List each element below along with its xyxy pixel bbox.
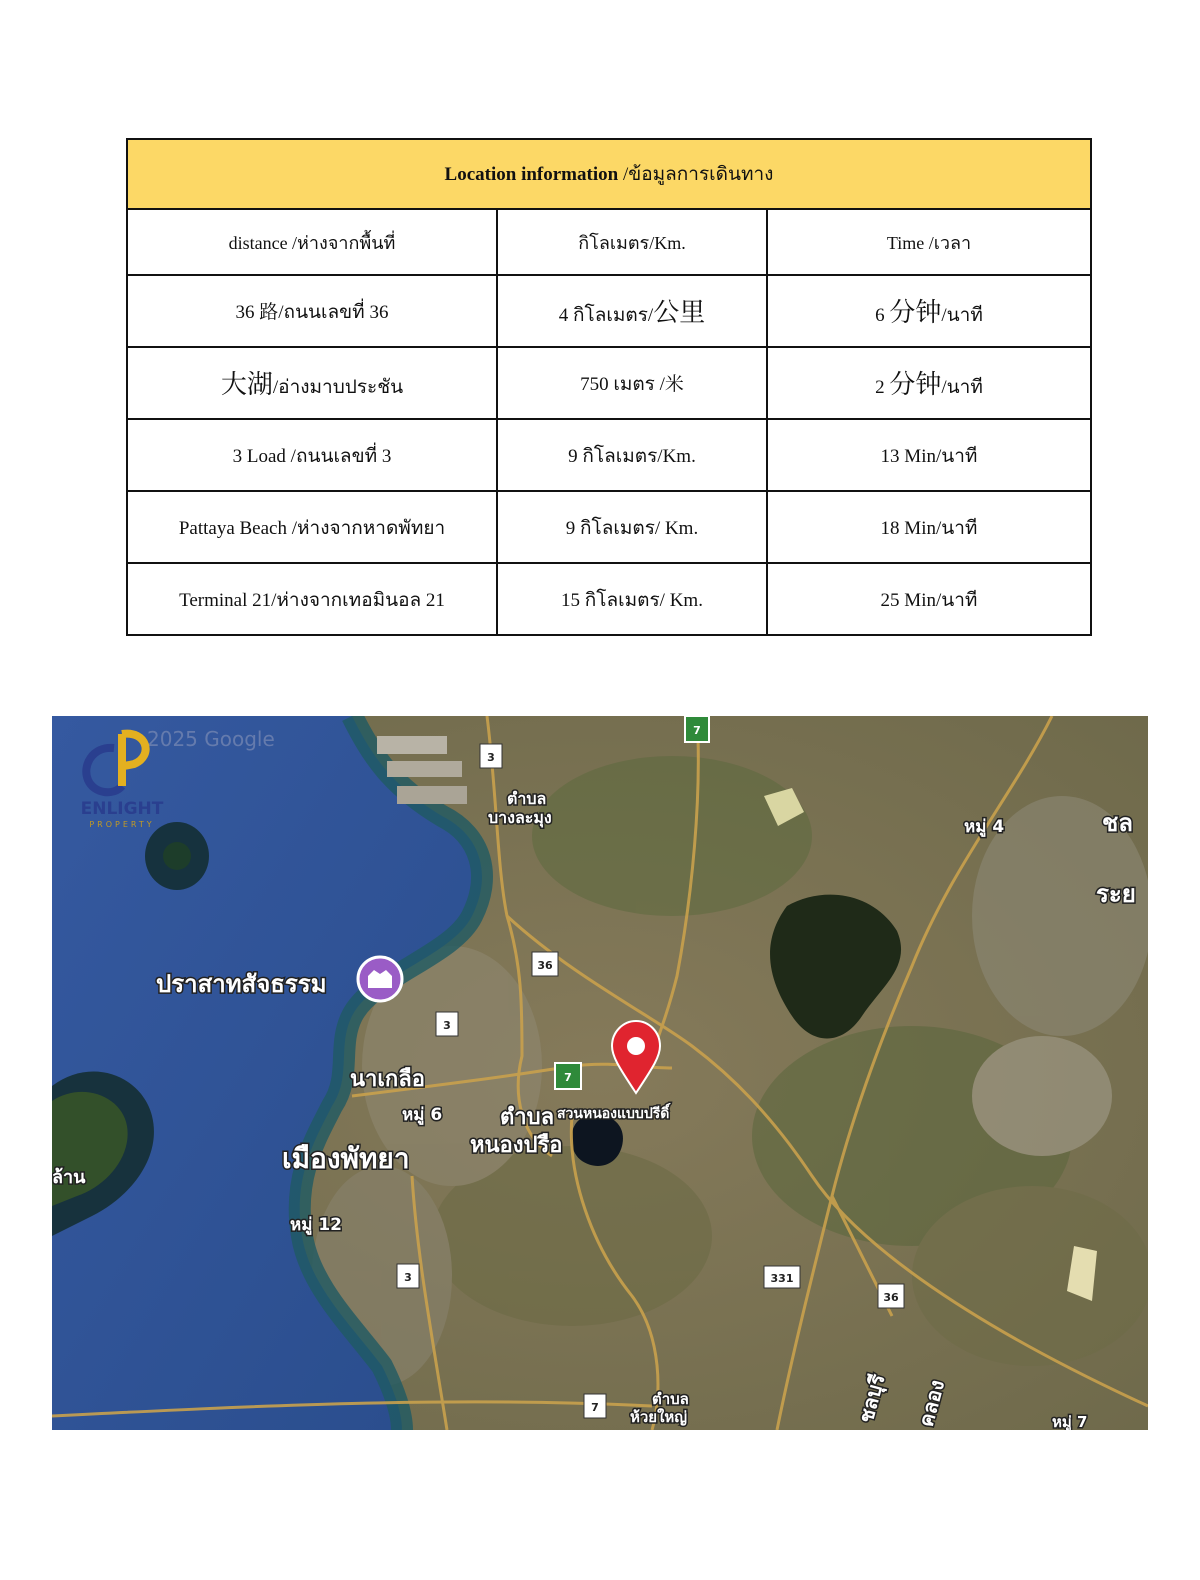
map-canvas <box>52 716 1148 1430</box>
row-distance: 9 กิโลเมตร/Km. <box>497 419 767 491</box>
label-tambon-bl: ตำบล <box>507 789 547 808</box>
svg-text:36: 36 <box>883 1291 899 1304</box>
svg-text:331: 331 <box>770 1272 794 1285</box>
svg-text:3: 3 <box>443 1019 451 1032</box>
label-tambon-hy: ตำบล <box>652 1390 689 1408</box>
svg-text:36: 36 <box>537 959 553 972</box>
row-time: 2 分钟/นาที <box>767 347 1091 419</box>
svg-text:7: 7 <box>591 1401 599 1414</box>
row-distance: 750 เมตร /米 <box>497 347 767 419</box>
label-pattaya: เมืองพัทยา <box>282 1142 410 1175</box>
label-naklua: นาเกลือ <box>350 1067 425 1092</box>
label-chonburi: ชลบุรี <box>853 1371 890 1426</box>
table-title-thai: /ข้อมูลการเดินทาง <box>618 164 774 185</box>
label-chon: ชล <box>1102 809 1133 837</box>
label-lan: ล้าน <box>52 1167 86 1188</box>
label-lake: สวนหนองแบบปรีดิ์ <box>557 1106 670 1122</box>
table-row <box>127 275 1091 347</box>
svg-text:7: 7 <box>693 724 701 737</box>
island <box>163 842 191 870</box>
row-place: Pattaya Beach /ห่างจากหาดพัทยา <box>127 491 497 563</box>
row-time: 6 分钟/นาที <box>767 275 1091 347</box>
map-watermark: 2025 Google <box>147 727 275 751</box>
table-row <box>127 563 1091 635</box>
label-moo4: หมู่ 4 <box>964 817 1005 837</box>
route-shield <box>480 744 502 768</box>
label-moo12: หมู่ 12 <box>290 1215 342 1235</box>
table-title-bold: Location information <box>444 164 619 185</box>
label-nongprue: หนองปรือ <box>470 1133 563 1158</box>
row-place: Terminal 21/ห่างจากเทอมินอล 21 <box>127 563 497 635</box>
lake-area <box>571 1115 623 1166</box>
satellite-map[interactable] <box>52 716 1148 1430</box>
label-castle: ปราสาทสัจธรรม <box>156 970 327 998</box>
table-row <box>127 419 1091 491</box>
svg-text:3: 3 <box>487 751 495 764</box>
row-distance: 9 กิโลเมตร/ Km. <box>497 491 767 563</box>
castle-poi[interactable] <box>358 957 402 1001</box>
svg-text:3: 3 <box>404 1271 412 1284</box>
label-rayong: ระย <box>1096 880 1136 908</box>
label-khlong: คลอง <box>913 1377 950 1430</box>
table-title <box>127 139 1091 209</box>
table-row <box>127 491 1091 563</box>
header-time: Time /เวลา <box>767 209 1091 275</box>
row-time: 18 Min/นาที <box>767 491 1091 563</box>
row-place: 大湖/อ่างมาบประชัน <box>127 347 497 419</box>
route-shield <box>764 1266 800 1288</box>
route-shield <box>878 1284 904 1308</box>
route-shield <box>532 952 558 976</box>
row-time: 13 Min/นาที <box>767 419 1091 491</box>
route-shield <box>397 1264 419 1288</box>
header-distance: distance /ห่างจากพื้นที่ <box>127 209 497 275</box>
route-shield <box>555 1063 581 1089</box>
svg-text:7: 7 <box>564 1071 572 1084</box>
label-moo6: หมู่ 6 <box>402 1105 443 1125</box>
route-shield <box>584 1394 606 1418</box>
pin-dot-icon <box>627 1037 645 1055</box>
route-shield <box>685 716 709 742</box>
row-distance: 15 กิโลเมตร/ Km. <box>497 563 767 635</box>
label-banglamung: บางละมุง <box>488 808 552 827</box>
logo-brand: ENLIGHT <box>80 799 164 819</box>
label-tambon-np: ตำบล <box>500 1105 555 1130</box>
route-shield <box>436 1012 458 1036</box>
row-time: 25 Min/นาที <box>767 563 1091 635</box>
label-moo7: หมู่ 7 <box>1052 1413 1088 1430</box>
table-row <box>127 347 1091 419</box>
label-huaiyai: ห้วยใหญ่ <box>630 1408 688 1426</box>
logo-tagline: PROPERTY <box>89 820 155 829</box>
row-place: 36 路/ถนนเลขที่ 36 <box>127 275 497 347</box>
row-place: 3 Load /ถนนเลขที่ 3 <box>127 419 497 491</box>
location-table <box>126 138 1092 636</box>
header-km: กิโลเมตร/Km. <box>497 209 767 275</box>
row-distance: 4 กิโลเมตร/公里 <box>497 275 767 347</box>
